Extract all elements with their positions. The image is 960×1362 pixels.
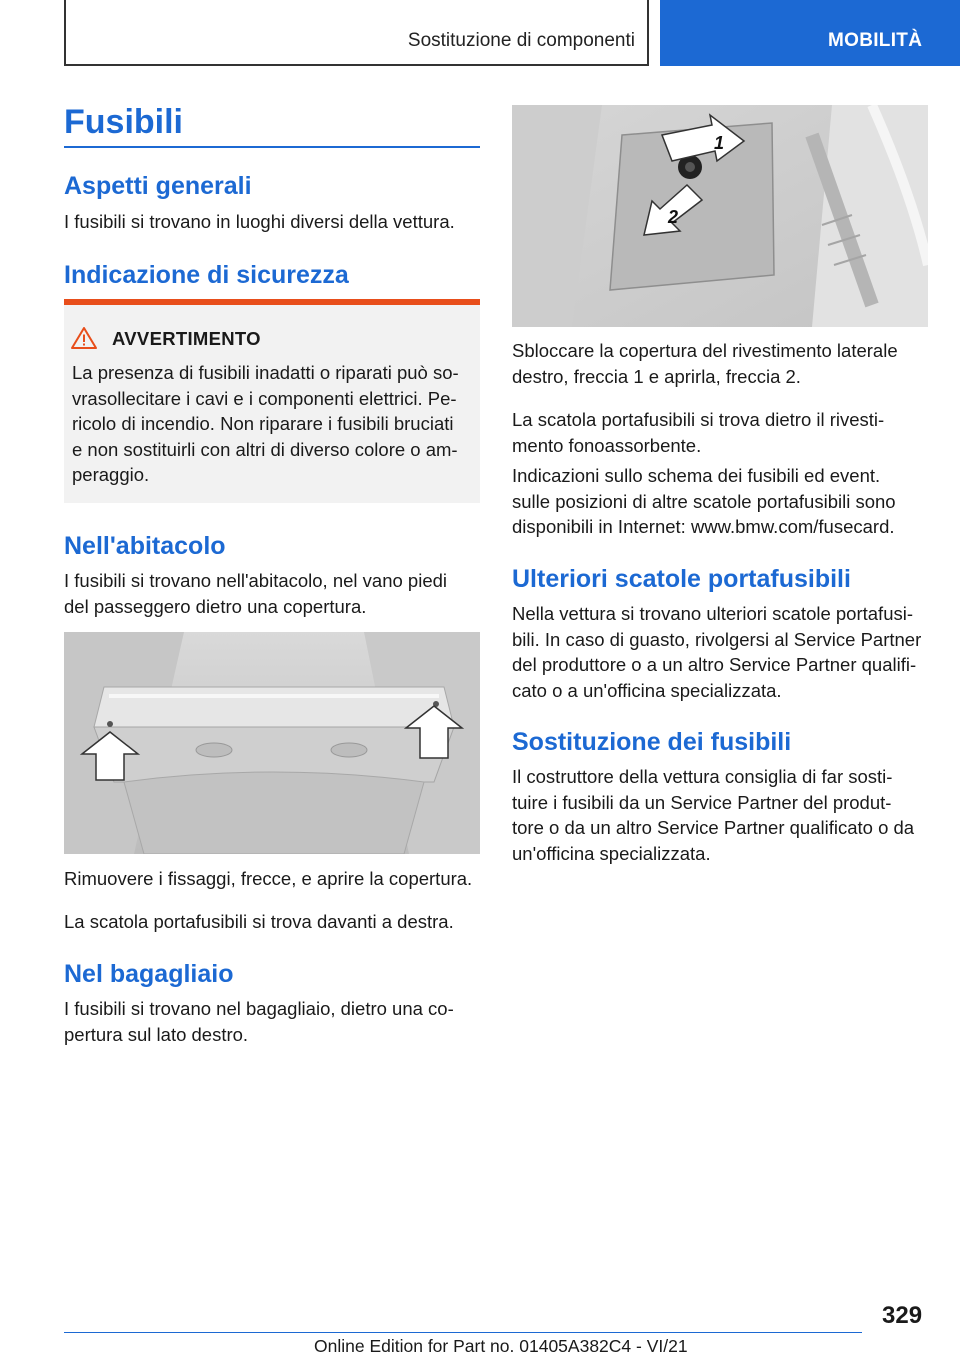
heading-bagagliaio: Nel bagagliaio — [64, 960, 234, 988]
paragraph-sostituzione-fusibili: Il costruttore della vettura consiglia di far sosti- tuire i fusibili da un Service Partner del produt- tore o da un altro Service Partner qualificato o da un'officina specializzata. — [512, 766, 915, 864]
heading-indicazione-sicurezza: Indicazione di sicurezza — [64, 261, 349, 289]
heading-sostituzione-fusibili: Sostituzione dei fusibili — [512, 728, 792, 756]
heading-abitacolo: Nell'abitacolo — [64, 532, 226, 560]
page-number: 329 — [882, 1302, 923, 1329]
arrow-label-1: 1 — [714, 133, 725, 153]
header-section-title: Sostituzione di componenti — [407, 30, 635, 51]
header-chapter-title: MOBILITÀ — [828, 30, 923, 51]
paragraph-fusebox-location: La scatola portafusibili si trova davanti a destra. — [64, 911, 454, 932]
paragraph-bagagliaio: I fusibili si trovano nel bagagliaio, dietro una co- pertura sul lato destro. — [64, 998, 454, 1045]
title-rule — [64, 146, 480, 148]
header-chapter-tab — [660, 0, 960, 66]
paragraph-fusecard: Indicazioni sullo schema dei fusibili ed event. sulle posizioni di altre scatole portafusibili sono disponibili in Internet: www.bmw.com/fusecard. — [512, 465, 896, 537]
trunk-cover-illustration — [512, 105, 928, 327]
warning-text: La presenza di fusibili inadatti o riparati può so- vrasollecitare i cavi e i componenti elettrici. Pe- ricolo di incendio. Non riparare i fusibili bruciati e non sostituirli con altri di diverso colore o am- peraggio. — [72, 362, 459, 485]
caption-footwell: Rimuovere i fissaggi, frecce, e aprire la copertura. — [64, 868, 473, 889]
heading-ulteriori-scatole: Ulteriori scatole portafusibili — [512, 565, 851, 593]
page-title: Fusibili — [64, 103, 183, 141]
header-section-tab — [64, 0, 649, 66]
heading-aspetti-generali: Aspetti generali — [64, 172, 252, 200]
footer-edition: Online Edition for Part no. 01405A382C4 - VI/21 — [314, 1336, 688, 1356]
paragraph-ulteriori-scatole: Nella vettura si trovano ulteriori scatole portafusi- bili. In caso di guasto, rivolgersi al Service Partner del produttore o a un altro Service Partner qualifi- cato o a un'officina specializzata. — [512, 603, 922, 701]
caption-trunk: Sbloccare la copertura del rivestimento laterale destro, freccia 1 e aprirla, freccia 2. — [512, 340, 898, 387]
footer-rule — [64, 1332, 862, 1333]
paragraph-trunk-fusebox: La scatola portafusibili si trova dietro il rivesti- mento fonoassorbente. — [512, 409, 885, 456]
warning-title: AVVERTIMENTO — [112, 328, 261, 349]
warning-triangle-icon — [70, 326, 98, 350]
footwell-cover-illustration — [64, 632, 480, 854]
paragraph-aspetti-generali: I fusibili si trovano in luoghi diversi della vettura. — [64, 211, 455, 232]
paragraph-abitacolo: I fusibili si trovano nell'abitacolo, nel vano piedi del passeggero dietro una copertura. — [64, 570, 448, 617]
arrow-label-2: 2 — [668, 207, 679, 227]
